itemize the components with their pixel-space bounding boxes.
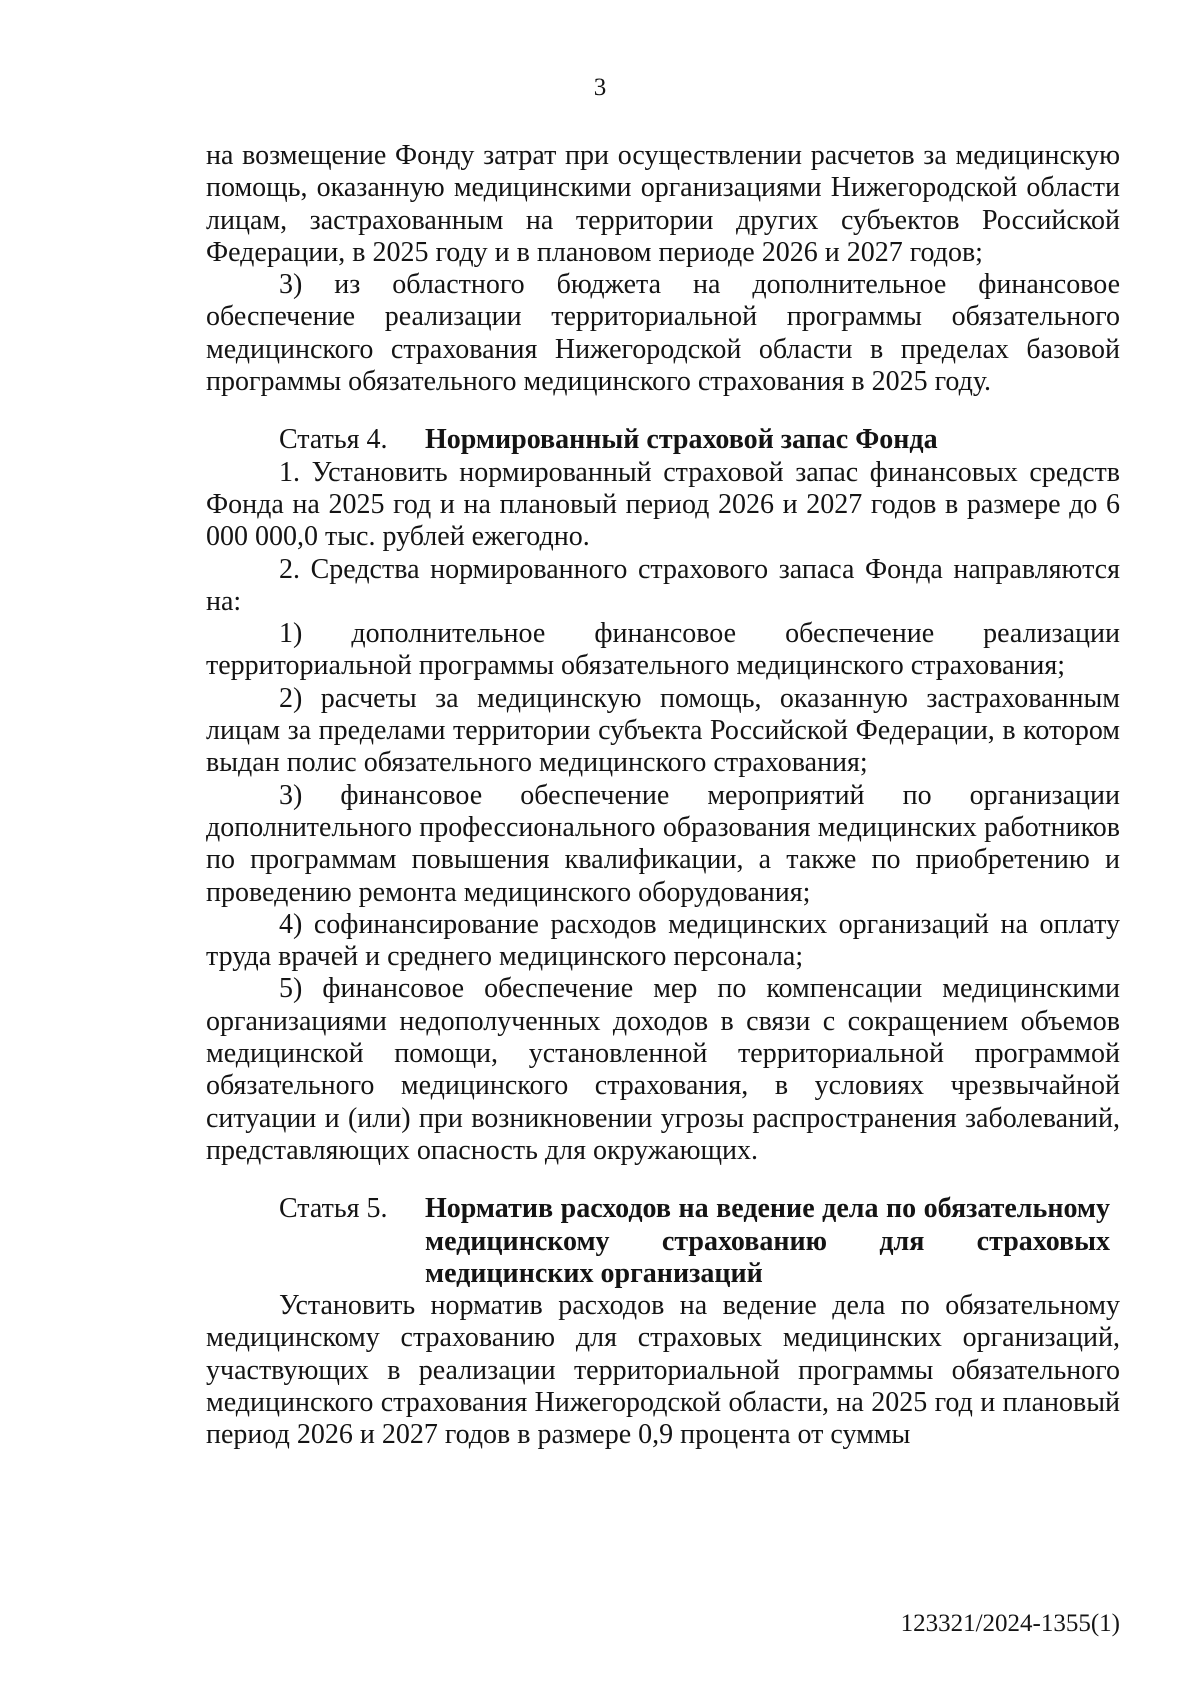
article-5-number: Статья 5. bbox=[279, 1193, 388, 1225]
paragraph-continuation: на возмещение Фонду затрат при осуществлении расчетов за медицинскую помощь, оказанную медицинскими организациями Нижегородской области лицам, застрахованным на территории других субъектов Российской Федерации, в 2025 году и в плановом периоде 2026 и 2027 годов; bbox=[206, 140, 1120, 268]
article-4-item-4: 4) софинансирование расходов медицинских организаций на оплату труда врачей и среднего медицинского персонала; bbox=[206, 908, 1120, 973]
article-4-item-5: 5) финансовое обеспечение мер по компенсации медицинскими организациями недополученных доходов в связи с сокращением объемов медицинской помощи, установленной территориальной программой обязательного медицинского страхования, в условиях чрезвычайной ситуации и (или) при возникновении угрозы распространения заболеваний, представляющих опасность для окружающих. bbox=[206, 973, 1120, 1166]
article-4-item-1: 1) дополнительное финансовое обеспечение реализации территориальной программы обязательного медицинского страхования; bbox=[206, 618, 1120, 682]
page-number: 3 bbox=[593, 74, 607, 101]
article-4-paragraph-1: 1. Установить нормированный страховой запас финансовых средств Фонда на 2025 год и на плановый период 2026 и 2027 годов в размере до 6 000 000,0 тыс. рублей ежегодно. bbox=[206, 456, 1120, 553]
article-5-heading bbox=[206, 1193, 1120, 1290]
article-4-title: Нормированный страховой запас Фонда bbox=[425, 424, 938, 456]
article-5-title: Норматив расходов на ведение дела по обязательному медицинскому страхованию для страховых медицинских организаций bbox=[425, 1193, 1110, 1289]
document-body bbox=[206, 140, 1120, 1452]
article-4-heading bbox=[206, 424, 1120, 456]
article-4-item-2: 2) расчеты за медицинскую помощь, оказанную застрахованным лицам за пределами территории субъекта Российской Федерации, в котором выдан полис обязательного медицинского страхования; bbox=[206, 682, 1120, 779]
article-5-paragraph-1: Установить норматив расходов на ведение дела по обязательному медицинскому страхованию для страховых медицинских организаций, участвующих в реализации территориальной программы обязательного медицинского страхования Нижегородской области, на 2025 год и плановый период 2026 и 2027 годов в размере 0,9 процента от суммы bbox=[206, 1290, 1120, 1451]
article-4-number: Статья 4. bbox=[279, 424, 388, 456]
article-4-paragraph-2: 2. Средства нормированного страхового запаса Фонда направляются на: bbox=[206, 553, 1120, 617]
paragraph-item-3: 3) из областного бюджета на дополнительное финансовое обеспечение реализации территориальной программы обязательного медицинского страхования Нижегородской области в пределах базовой программы обязательного медицинского страхования в 2025 году. bbox=[206, 269, 1120, 398]
article-4-item-3: 3) финансовое обеспечение мероприятий по организации дополнительного профессионального образования медицинских работников по программам повышения квалификации, а также по приобретению и проведению ремонта медицинского оборудования; bbox=[206, 779, 1120, 908]
document-code: 123321/2024-1355(1) bbox=[900, 1610, 1120, 1637]
